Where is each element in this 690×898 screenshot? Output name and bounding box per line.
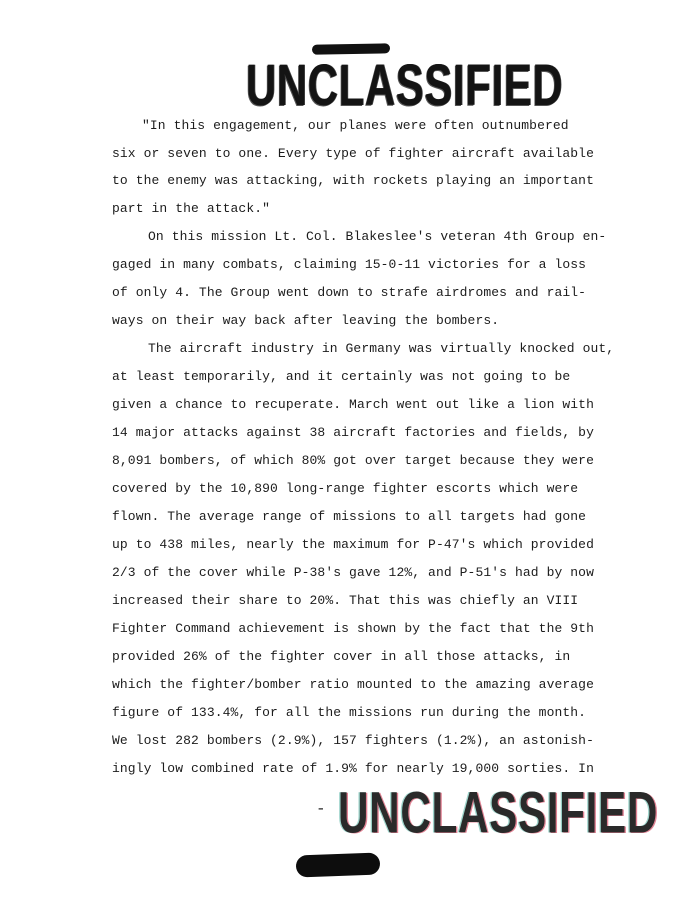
unclassified-stamp-top: UNCLASSIFIED — [246, 53, 564, 118]
redaction-mark-bottom — [296, 853, 381, 878]
text-line: ways on their way back after leaving the bombers. — [112, 313, 500, 328]
text-line: six or seven to one. Every type of fighter aircraft available — [112, 146, 594, 161]
text-line: part in the attack." — [112, 201, 271, 216]
text-line: We lost 282 bombers (2.9%), 157 fighters (1.2%), an astonish- — [112, 733, 594, 748]
text-line: figure of 133.4%, for all the missions run during the month. — [112, 705, 587, 720]
text-line: On this mission Lt. Col. Blakeslee's veteran 4th Group en- — [148, 229, 607, 244]
text-line: given a chance to recuperate. March went out like a lion with — [112, 397, 594, 412]
text-line: covered by the 10,890 long-range fighter escorts which were — [112, 481, 579, 496]
text-line: ingly low combined rate of 1.9% for nearly 19,000 sorties. In — [112, 761, 594, 776]
text-line: 8,091 bombers, of which 80% got over target because they were — [112, 453, 594, 468]
text-line: "In this engagement, our planes were often outnumbered — [142, 118, 569, 133]
unclassified-stamp-bottom: UNCLASSIFIED — [338, 778, 659, 846]
text-line: 14 major attacks against 38 aircraft factories and fields, by — [112, 425, 594, 440]
text-line: provided 26% of the fighter cover in all those attacks, in — [112, 649, 571, 664]
text-line: of only 4. The Group went down to strafe airdromes and rail- — [112, 285, 587, 300]
text-line: flown. The average range of missions to all targets had gone — [112, 509, 587, 524]
text-line: at least temporarily, and it certainly was not going to be — [112, 369, 571, 384]
text-line: up to 438 miles, nearly the maximum for P-47's which provided — [112, 537, 594, 552]
text-line: which the fighter/bomber ratio mounted to the amazing average — [112, 677, 594, 692]
text-line: to the enemy was attacking, with rockets playing an important — [112, 173, 594, 188]
text-line: The aircraft industry in Germany was virtually knocked out, — [148, 341, 615, 356]
stamp-dash: - — [316, 800, 326, 818]
text-line: 2/3 of the cover while P-38's gave 12%, and P-51's had by now — [112, 565, 594, 580]
text-line: increased their share to 20%. That this was chiefly an VIII — [112, 593, 579, 608]
text-line: gaged in many combats, claiming 15-0-11 victories for a loss — [112, 257, 587, 272]
text-line: Fighter Command achievement is shown by the fact that the 9th — [112, 621, 594, 636]
